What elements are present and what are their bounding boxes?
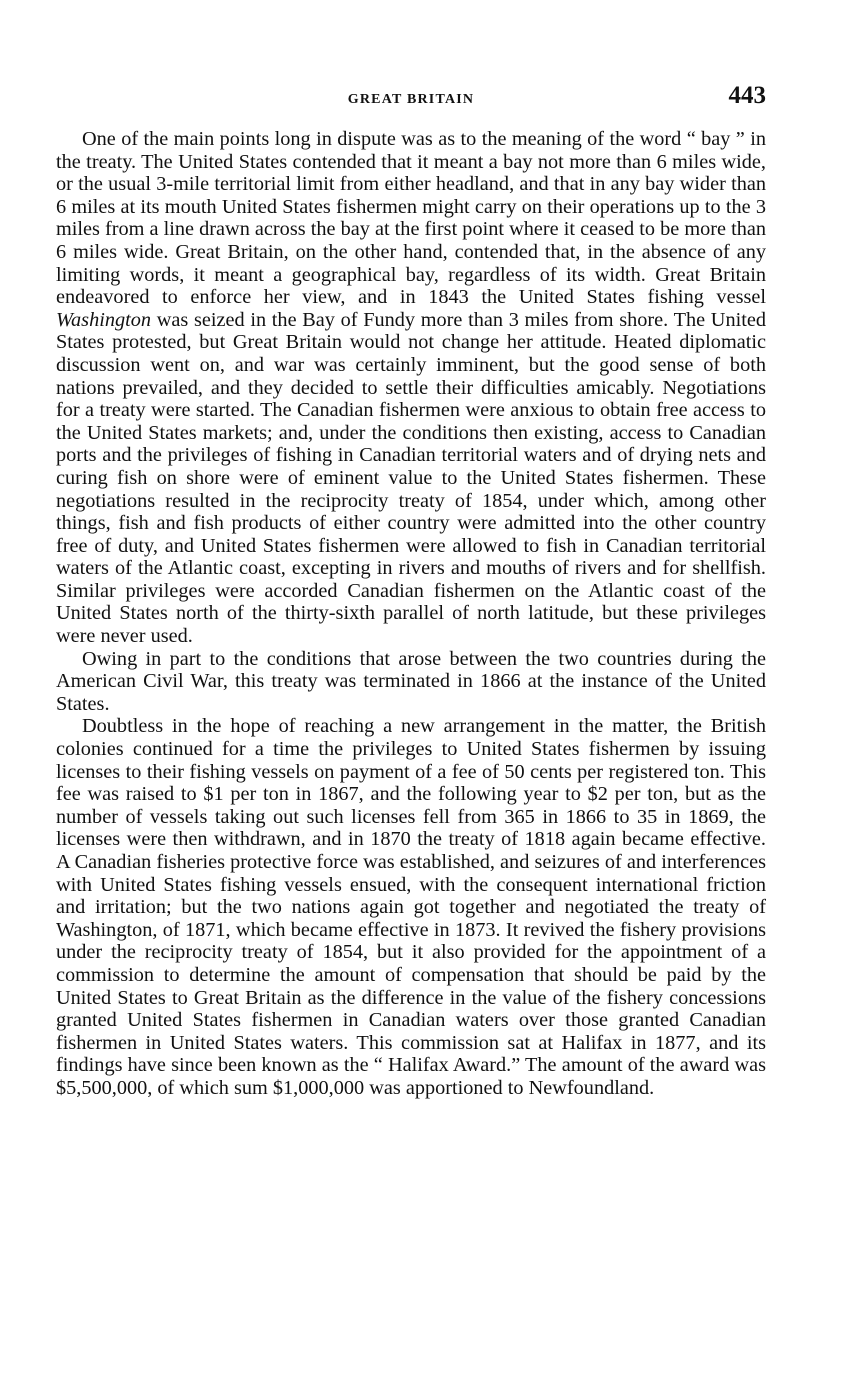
paragraph-civil-war: Owing in part to the conditions that arose between the two countries during the American Civil War, this treaty was terminated in 1866 at the instance of the United States. xyxy=(56,647,766,715)
vessel-name: Washington xyxy=(56,308,152,331)
body-text xyxy=(56,128,766,1100)
paragraph-text: One of the main points long in dispute was as to the meaning of the word “ bay ” in the treaty. The United States contended that it meant a bay not more than 6 miles wide, or the usual 3-mile territorial limit from either headland, and that in any bay wider than 6 miles at its mouth United States fishermen might carry on their operations up to the 3 miles from a line drawn across the bay at the first point where it ceased to be more than 6 miles wide. Great Britain, on the other hand, contended that, in the absence of any limiting words, it meant a geographical bay, regardless of its width. Great Britain endeavored to enforce her view, and in 1843 the United States fishing vessel xyxy=(56,128,766,309)
book-page xyxy=(56,0,766,1380)
paragraph-text: was seized in the Bay of Fundy more than 3 miles from shore. The United States protested, but Great Britain would not change her attitude. Heated diplomatic discussion went on, and war was certainly imminent, but the good sense of both nations prevailed, and they decided to settle their difficulties amicably. Negotiations for a treaty were started. The Canadian fishermen were anxious to obtain free access to the United States markets; and, under the conditions then existing, access to Canadian ports and the privileges of fishing in Canadian territorial waters and of drying nets and curing fish on shore were of eminent value to the United States fishermen. These negotiations resulted in the reciprocity treaty of 1854, under which, among other things, fish and fish products of either country were admitted into the other country free of duty, and United States fishermen were allowed to fish in Canadian territorial waters of the Atlantic coast, excepting in rivers and mouths of rivers and for shellfish. Similar privileges were accorded Canadian fishermen on the Atlantic coast of the United States north of the thirty-sixth parallel of north latitude, but these privileges were never used. xyxy=(56,308,766,648)
paragraph-halifax-award: Doubtless in the hope of reaching a new arrangement in the matter, the British colonies continued for a time the privileges to United States fishermen by issuing licenses to their fishing vessels on payment of a fee of 50 cents per registered ton. This fee was raised to $1 per ton in 1867, and the following year to $2 per ton, but as the number of vessels taking out such licenses fell from 365 in 1866 to 35 in 1869, the licenses were then withdrawn, and in 1870 the treaty of 1818 again became effective. A Canadian fisheries protective force was established, and seizures of and interferences with United States fishing vessels ensued, with the consequent international friction and irritation; but the two nations again got together and negotiated the treaty of Washington, of 1871, which became effective in 1873. It revived the fishery provisions under the reciprocity treaty of 1854, but it also provided for the appointment of a commission to determine the amount of compensation that should be paid by the United States to Great Britain as the difference in the value of the fishery concessions granted United States fishermen in Canadian waters over those granted Canadian fishermen in United States waters. This commission sat at Halifax in 1877, and its findings have since been known as the “ Halifax Award.” The amount of the award was $5,500,000, of which sum $1,000,000 was apportioned to Newfoundland. xyxy=(56,715,766,1099)
running-title: GREAT BRITAIN xyxy=(347,92,475,107)
page-number: 443 xyxy=(728,82,766,109)
running-head xyxy=(56,82,766,114)
paragraph-bay-dispute xyxy=(56,128,766,648)
